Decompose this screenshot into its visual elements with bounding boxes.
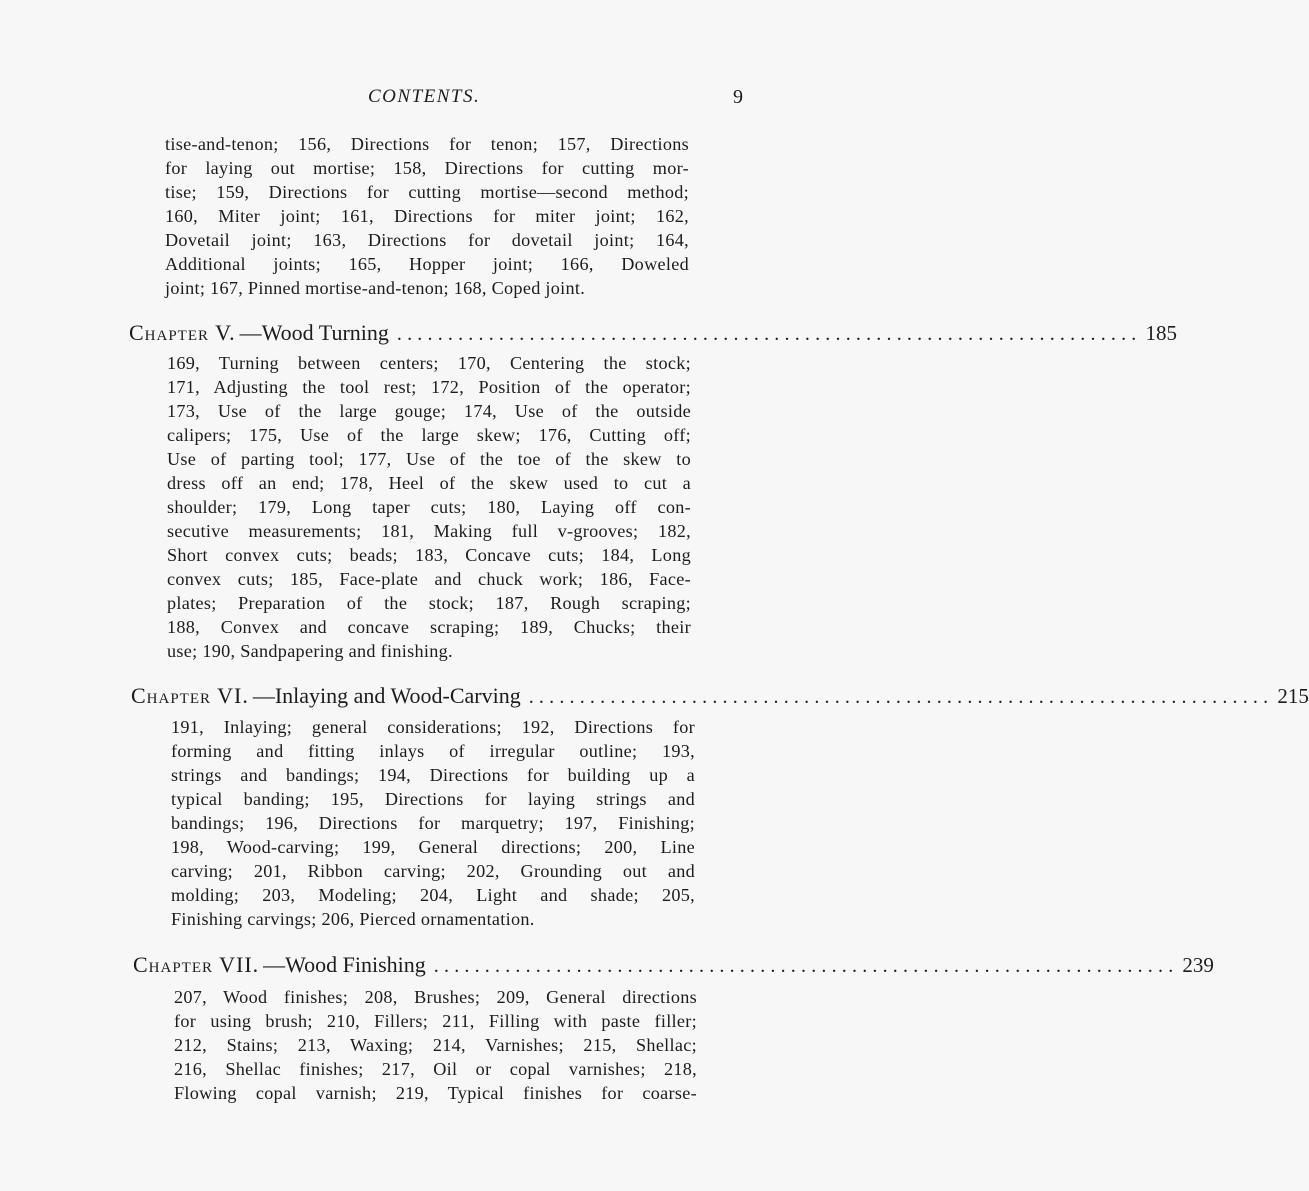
entry-line: secutive measurements; 181, Making full v-grooves; 182, [167, 521, 691, 541]
entry-line: 216, Shellac finishes; 217, Oil or copal varnishes; 218, [174, 1059, 697, 1079]
running-title: CONTENTS. [368, 86, 481, 107]
entry-line: for using brush; 210, Fillers; 211, Filling with paste filler; [174, 1011, 697, 1031]
entry-line: bandings; 196, Directions for marquetry; 197, Finishing; [171, 813, 695, 833]
entry-line: Finishing carvings; 206, Pierced ornamentation. [171, 909, 535, 929]
entry-line: 173, Use of the large gouge; 174, Use of the outside [167, 401, 691, 421]
chapter-title: —Wood Finishing [263, 952, 426, 977]
entry-line: Short convex cuts; beads; 183, Concave cuts; 184, Long [167, 545, 691, 565]
leader-dots: ......................................................................... [433, 955, 1179, 977]
entry-line: typical banding; 195, Directions for laying strings and [171, 789, 695, 809]
entry-line: Flowing copal varnish; 219, Typical finishes for coarse- [174, 1083, 697, 1103]
entry-line: 207, Wood finishes; 208, Brushes; 209, General directions [174, 987, 697, 1007]
running-head [0, 86, 840, 110]
chapter-label: Chapter VII. [133, 952, 260, 977]
entry-line: tise-and-tenon; 156, Directions for tenon; 157, Directions [165, 134, 689, 154]
entry-line: Additional joints; 165, Hopper joint; 166, Doweled [165, 254, 689, 274]
entry-line: strings and bandings; 194, Directions for building up a [171, 765, 695, 785]
entry-line: forming and fitting inlays of irregular outline; 193, [171, 741, 695, 761]
entry-line: calipers; 175, Use of the large skew; 176, Cutting off; [167, 425, 691, 445]
chapter-label: Chapter VI. [131, 683, 249, 708]
entry-line: shoulder; 179, Long taper cuts; 180, Laying off con- [167, 497, 691, 517]
entry-line: 171, Adjusting the tool rest; 172, Position of the operator; [167, 377, 691, 397]
entry-line: Use of parting tool; 177, Use of the toe of the skew to [167, 449, 691, 469]
chapter-title: —Inlaying and Wood-Carving [252, 683, 521, 708]
chapter-heading [129, 318, 1177, 348]
chapter-heading [133, 950, 1214, 980]
chapter-heading [131, 681, 1309, 711]
entry-line: use; 190, Sandpapering and finishing. [167, 641, 453, 661]
entry-line: carving; 201, Ribbon carving; 202, Grounding out and [171, 861, 695, 881]
chapter-page-number: 215 [1277, 684, 1309, 708]
entry-line: 169, Turning between centers; 170, Centering the stock; [167, 353, 691, 373]
leader-dots: ......................................................................... [528, 686, 1274, 708]
entry-line: 160, Miter joint; 161, Directions for miter joint; 162, [165, 206, 689, 226]
chapter-page-number: 185 [1145, 321, 1177, 345]
entry-line: 212, Stains; 213, Waxing; 214, Varnishes; 215, Shellac; [174, 1035, 697, 1055]
chapter-page-number: 239 [1182, 953, 1214, 977]
chapter-label: Chapter V. [129, 320, 236, 345]
entry-line: convex cuts; 185, Face-plate and chuck work; 186, Face- [167, 569, 691, 589]
entry-line: 198, Wood-carving; 199, General directions; 200, Line [171, 837, 695, 857]
entry-line: for laying out mortise; 158, Directions for cutting mor- [165, 158, 689, 178]
page-number: 9 [733, 86, 743, 108]
entry-line: 188, Convex and concave scraping; 189, Chucks; their [167, 617, 691, 637]
entry-line: plates; Preparation of the stock; 187, Rough scraping; [167, 593, 691, 613]
leader-dots: ......................................................................... [396, 323, 1142, 345]
entry-line: 191, Inlaying; general considerations; 192, Directions for [171, 717, 695, 737]
entry-line: Dovetail joint; 163, Directions for dovetail joint; 164, [165, 230, 689, 250]
entry-line: tise; 159, Directions for cutting mortise—second method; [165, 182, 689, 202]
entry-line: molding; 203, Modeling; 204, Light and shade; 205, [171, 885, 695, 905]
entry-line: joint; 167, Pinned mortise-and-tenon; 168, Coped joint. [165, 278, 586, 298]
entry-line: dress off an end; 178, Heel of the skew used to cut a [167, 473, 691, 493]
chapter-title: —Wood Turning [239, 320, 389, 345]
